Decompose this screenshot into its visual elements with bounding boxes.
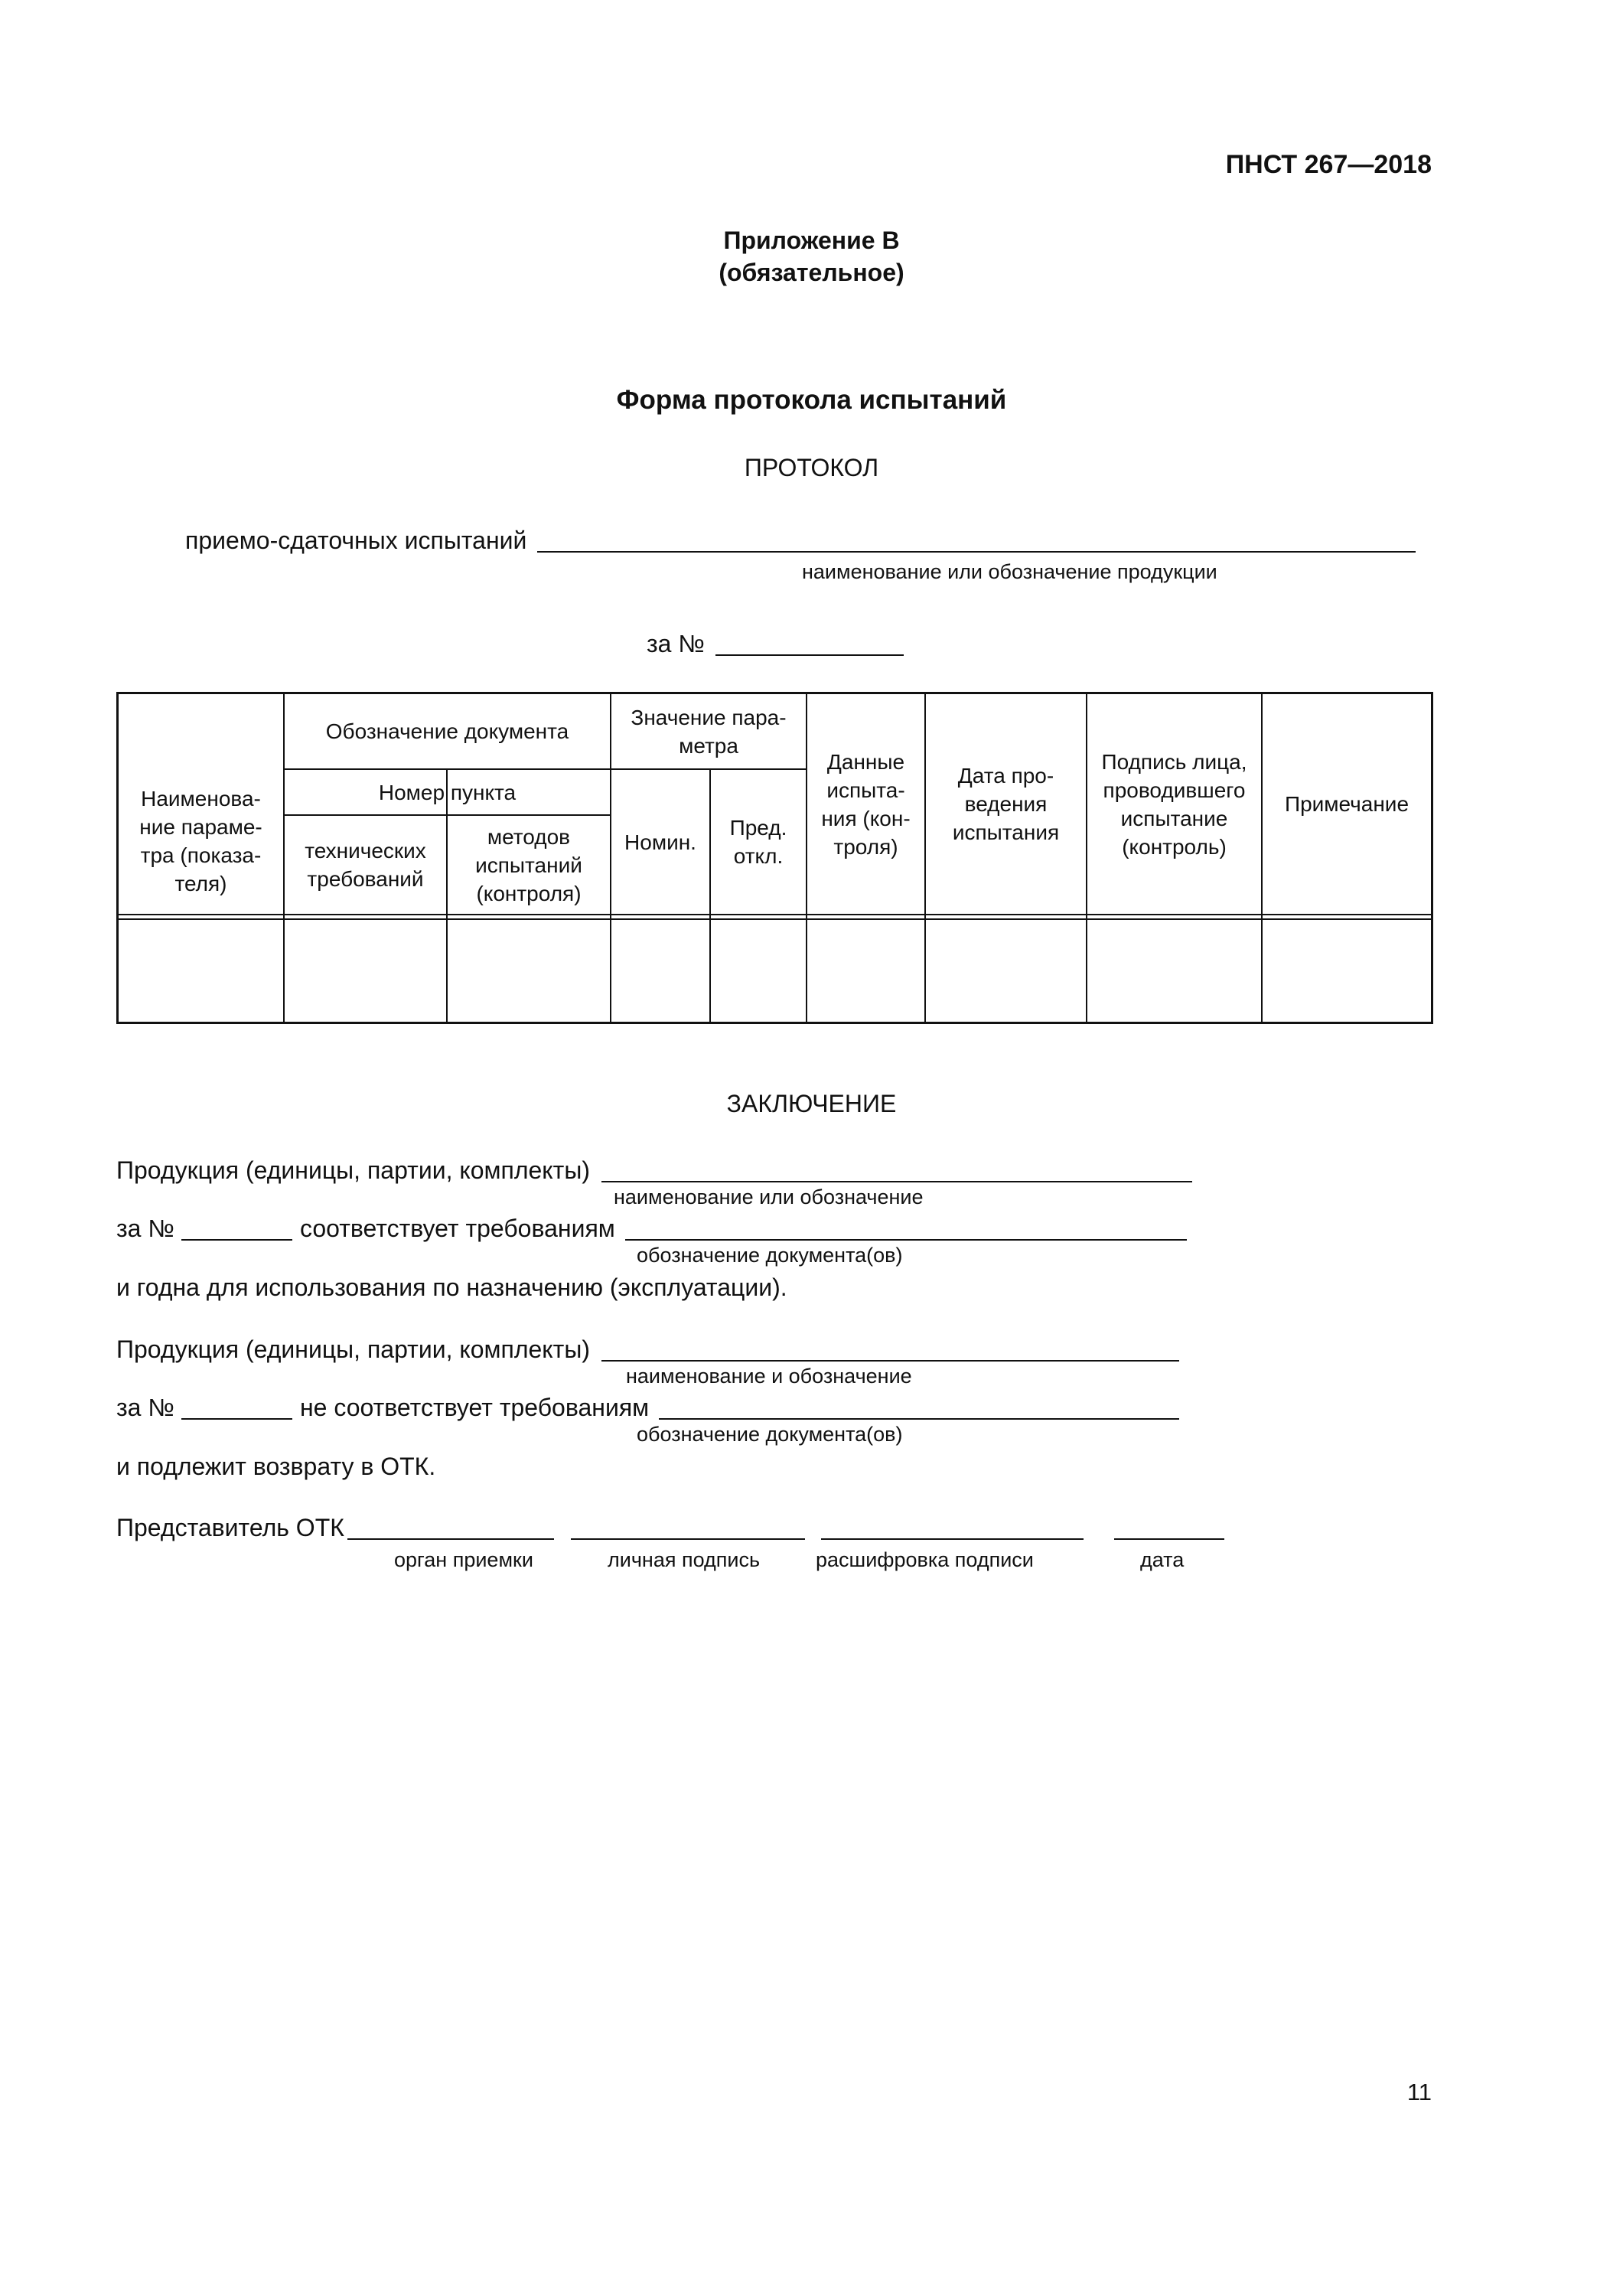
header-param-name: Наименова- ние параме- тра (показа- теля) [139,787,262,895]
product-name-caption: наименование или обозначение продукции [802,560,1217,583]
data-cell-tech-requirements[interactable] [285,920,446,1022]
return-text: и подлежит возврату в ОТК. [116,1453,436,1480]
number-line-1[interactable] [181,1239,292,1241]
conclusion-title: ЗАКЛЮЧЕНИЕ [726,1090,897,1117]
data-cell-param-name[interactable] [119,920,283,1022]
doc-caption-1: обозначение документа(ов) [637,1244,903,1267]
header-nominal: Номин. [624,830,696,854]
header-note: Примечание [1284,792,1410,816]
document-number: ПНСТ 267—2018 [1225,150,1432,179]
page-number: 11 [1406,2079,1432,2105]
acceptance-tests-label: приемо-сдаточных испытаний [185,527,527,554]
appendix-type: (обязательное) [719,259,904,286]
data-cell-tolerance[interactable] [711,920,806,1022]
product-label-2: Продукция (единицы, партии, комплекты) [116,1336,590,1363]
product-line-2[interactable] [601,1360,1179,1362]
date-caption: дата [1140,1548,1185,1571]
doc-line-2[interactable] [659,1418,1179,1420]
date-line[interactable] [1114,1538,1224,1540]
header-test-date: Дата про- ведения испытания [952,764,1060,844]
protocol-number-label: за № [647,630,705,657]
complies-label: соответствует требованиям [300,1215,615,1242]
protocol-number-line[interactable] [715,654,904,656]
test-protocol-table [116,692,1433,1024]
data-cell-test-date[interactable] [926,920,1086,1022]
signature-caption: личная подпись [608,1548,761,1571]
data-cell-nominal[interactable] [611,920,709,1022]
product-caption-1: наименование или обозначение [614,1186,924,1208]
number-line-2[interactable] [181,1418,292,1420]
not-complies-label: не соответствует требованиям [300,1394,650,1421]
product-caption-2: наименование и обозначение [626,1365,912,1388]
number-label-2: за № [116,1394,174,1421]
header-test-data: Данные испыта- ния (кон- троля) [821,749,911,859]
protocol-label: ПРОТОКОЛ [744,454,879,481]
data-cell-signature[interactable] [1087,920,1261,1022]
signature-line[interactable] [571,1538,805,1540]
number-label-1: за № [116,1215,174,1242]
product-label-1: Продукция (единицы, партии, комплекты) [116,1156,590,1184]
decode-caption: расшифровка подписи [816,1548,1034,1571]
header-signature: Подпись лица, проводившего испытание (контроль) [1101,749,1247,859]
decode-line[interactable] [821,1538,1084,1540]
form-title: Форма протокола испытаний [616,385,1007,415]
header-param-value: Значение пара- метра [631,705,787,758]
header-clause-number: Номер пункта [378,780,517,804]
fit-text: и годна для использования по назначению (эксплуатации). [116,1274,787,1301]
data-cell-test-data[interactable] [807,920,924,1022]
header-test-methods: методов испытаний (контроля) [475,824,582,905]
doc-line-1[interactable] [625,1239,1187,1241]
data-cell-test-methods[interactable] [448,920,610,1022]
org-line[interactable] [347,1538,554,1540]
header-doc-designation: Обозначение документа [325,719,569,743]
product-name-line[interactable] [537,551,1416,553]
doc-caption-2: обозначение документа(ов) [637,1423,903,1446]
header-tolerance: Пред. откл. [729,816,787,868]
representative-label: Представитель ОТК [116,1514,344,1541]
header-tech-requirements: технических требований [305,839,426,891]
data-cell-note[interactable] [1263,920,1431,1022]
org-caption: орган приемки [394,1548,533,1571]
appendix-title: Приложение В [723,227,900,254]
product-line-1[interactable] [601,1181,1192,1182]
